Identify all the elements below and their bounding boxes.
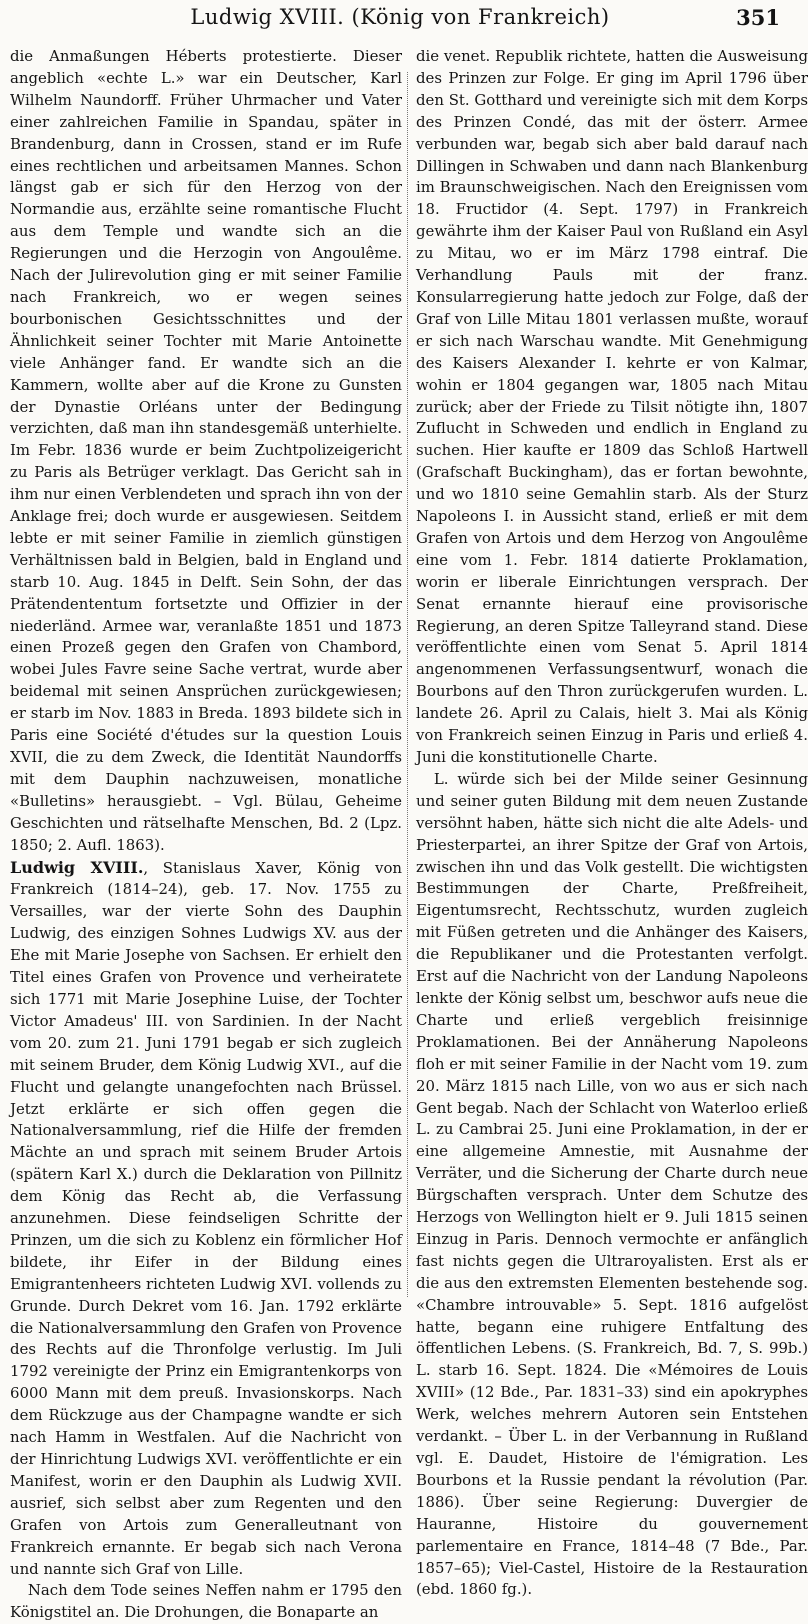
column-divider <box>407 72 408 1297</box>
running-title: Ludwig XVIII. (König von Frankreich) <box>190 5 610 29</box>
running-header <box>0 0 800 40</box>
paragraph-exile: die venet. Republik richtete, hatten die Ausweisung des Prinzen zur Folge. Er ging im April 1796 über den St. Gotthard und vereinigte sich mit dem Korps des Prinzen Condé, das mit der österr. Armee verbunden war, begab sich aber bald darauf nach Dillingen in Schwaben und dann nach Blankenburg im Braunschweigischen. Nach den Ereignissen vom 18. Fructidor (4. Sept. 1797) in Frankreich gewährte ihm der Kaiser Paul von Rußland ein Asyl zu Mitau, wo er im März 1798 eintraf. Die Verhandlung Pauls mit der franz. Konsularregierung hatte jedoch zur Folge, daß der Graf von Lille Mitau 1801 verlassen mußte, worauf er sich nach Warschau wandte. Mit Genehmigung des Kaisers Alexander I. kehrte er von Kalmar, wohin er 1804 gegangen war, 1805 nach Mitau zurück; aber der Friede zu Tilsit nötigte ihn, 1807 Zuflucht in Schweden und endlich in England zu suchen. Hier kaufte er 1809 das Schloß Hartwell (Grafschaft Buckingham), das er fortan bewohnte, und wo 1810 seine Gemahlin starb. Als der Sturz Napoleons I. in Aussicht stand, erließ er mit dem Grafen von Artois und dem Herzog von Angoulême eine vom 1. Febr. 1814 datierte Proklamation, worin er liberale Einrichtungen versprach. Der Senat ernannte hierauf eine provisorische Regierung, an deren Spitze Talleyrand stand. Diese veröffentlichte einen vom Senat 5. April 1814 angenommenen Verfassungsentwurf, wonach die Bourbons auf den Thron zurückgerufen wurden. L. landete 26. April zu Calais, hielt 3. Mai als König von Frankreich seinen Einzug in Paris und erließ 4. Juni die konstitutionelle Charte. <box>416 47 808 766</box>
left-column <box>10 46 403 1622</box>
right-column <box>416 46 808 1599</box>
paragraph-naundorff: die Anmaßungen Héberts protestierte. Dieser angeblich «echte L.» war ein Deutscher, Karl Wilhelm Naundorff. Früher Uhrmacher und Vater einer zahlreichen Familie in Spandau, später in Brandenburg, dann in Crossen, stand er im Rufe eines rechtlichen und arbeitsamen Mannes. Schon längst gab er sich für den Herzog von der Normandie aus, erzählte seine romantische Flucht aus dem Temple und wandte sich an die Regierungen und die Herzogin von Angoulême. Nach der Julirevolution ging er mit seiner Familie nach Frankreich, wo er wegen seines bourbonischen Gesichtsschnittes und der Ähnlichkeit seiner Tochter mit Marie Antoinette viele Anhänger fand. Er wandte sich an die Kammern, wollte aber auf die Krone zu Gunsten der Dynastie Orléans unter der Bedingung verzichten, daß man ihn standesgemäß unterhielte. Im Febr. 1836 wurde er beim Zuchtpolizeigericht zu Paris als Betrüger verklagt. Das Gericht sah in ihm nur einen Verblendeten und sprach ihn von der Anklage frei; doch wurde er ausgewiesen. Seitdem lebte er mit seiner Familie in ziemlich günstigen Verhältnissen bald in Belgien, bald in England und starb 10. Aug. 1845 in Delft. Sein Sohn, der das Prätendententum fortsetzte und Offizier in der niederländ. Armee war, veranlaßte 1851 und 1873 einen Prozeß gegen den Grafen von Chambord, wobei Jules Favre seine Sache vertrat, wurde aber beidemal mit seinen Ansprüchen zurückgewiesen; er starb im Nov. 1883 in Breda. 1893 bildete sich in Paris eine Société d'études sur la question Louis XVII, die zu dem Zweck, die Identität Naundorffs mit dem Dauphin nachzuweisen, monatliche «Bulletins» herausgiebt. – Vgl. Bülau, Geheime Geschichten und rätselhafte Menschen, Bd. 2 (Lpz. 1850; 2. Aufl. 1863). <box>10 47 402 854</box>
paragraph-continuation: Nach dem Tode seines Neffen nahm er 1795 den Königstitel an. Die Drohungen, die Bonaparte an <box>10 1581 402 1622</box>
entry-text: , Stanislaus Xaver, König von Frankreich (1814–24), geb. 17. Nov. 1755 zu Versailles, war der vierte Sohn des Dauphin Ludwig, des einzigen Sohnes Ludwigs XV. aus der Ehe mit Marie Josephe von Sachsen. Er erhielt den Titel eines Grafen von Provence und verheiratete sich 1771 mit Marie Josephine Luise, der Tochter Victor Amadeus' III. von Sardinien. In der Nacht vom 20. zum 21. Juni 1791 begab er sich zugleich mit seinem Bruder, dem König Ludwig XVI., auf die Flucht und gelangte unangefochten nach Brüssel. Jetzt erklärte er sich offen gegen die Nationalversammlung, rief die Hilfe der fremden Mächte an und sprach mit seinem Bruder Artois (spätern Karl X.) durch die Deklaration von Pillnitz dem König das Recht ab, die Verfassung anzunehmen. Diese feindseligen Schritte der Prinzen, um die sich zu Koblenz ein förmlicher Hof bildete, ihr Eifer in der Bildung eines Emigrantenheers richteten Ludwig XVI. vollends zu Grunde. Durch Dekret vom 16. Jan. 1792 erklärte die Nationalversammlung den Grafen von Provence des Rechts auf die Thronfolge verlustig. Im Juli 1792 vereinigte der Prinz ein Emigrantenkorps von 6000 Mann mit dem preuß. Invasionskorps. Nach dem Rückzuge aus der Champagne wandte er sich nach Hamm in Westfalen. Auf die Nachricht von der Hinrichtung Ludwigs XVI. veröffentlichte er ein Manifest, worin er den Dauphin als Ludwig XVII. ausrief, sich selbst aber zum Regenten und den Grafen von Artois zum Generalleutnant von Frankreich ernannte. Er begab sich nach Verona und nannte sich Graf von Lille. <box>10 858 403 1578</box>
paragraph-reign: L. würde sich bei der Milde seiner Gesinnung und seiner guten Bildung mit dem neuen Zustande versöhnt haben, hätte sich nicht die alte Adels- und Priesterpartei, an ihrer Spitze der Graf von Artois, zwischen ihn und das Volk gestellt. Die wichtigsten Bestimmungen der Charte, Preßfreiheit, Eigentumsrecht, Rechtsschutz, wurden zugleich mit Füßen getreten und die Anhänger des Kaisers, die Republikaner und die Protestanten verfolgt. Erst auf die Nachricht von der Landung Napoleons lenkte der König selbst um, beschwor aufs neue die Charte und erließ vergeblich freisinnige Proklamationen. Bei der Annäherung Napoleons floh er mit seiner Familie in der Nacht vom 19. zum 20. März 1815 nach Lille, von wo aus er sich nach Gent begab. Nach der Schlacht von Waterloo erließ L. zu Cambrai 25. Juni eine Proklamation, in der er eine allgemeine Amnestie, mit Ausnahme der Verräter, und die Sicherung der Charte durch neue Bürgschaften versprach. Unter dem Schutze des Herzogs von Wellington hielt er 9. Juli 1815 seinen Einzug in Paris. Dennoch vermochte er anfänglich fast nichts gegen die Ultraroyalisten. Erst als er die aus den extremsten Elementen bestehende sog. «Chambre introuvable» 5. Sept. 1816 aufgelöst hatte, begann eine ruhigere Entfaltung des öffentlichen Lebens. (S. Frankreich, Bd. 7, S. 99b.) L. starb 16. Sept. 1824. Die «Mémoires de Louis XVIII» (12 Bde., Par. 1831–33) sind ein apokryphes Werk, welches mehrern Autoren sein Entstehen verdankt. – Über L. in der Verbannung in Rußland vgl. E. Daudet, Histoire de l'émigration. Les Bourbons et la Russie pendant la révolution (Par. 1886). Über seine Regierung: Duvergier de Hauranne, Histoire du gouvernement parlementaire en France, 1814–48 (7 Bde., Par. 1857–65); Viel-Castel, Histoire de la Restauration (ebd. 1860 fg.). <box>416 769 808 1599</box>
entry-ludwig-xviii <box>10 857 402 1581</box>
page-number: 351 <box>736 5 780 30</box>
entry-lemma: Ludwig XVIII. <box>10 857 144 877</box>
